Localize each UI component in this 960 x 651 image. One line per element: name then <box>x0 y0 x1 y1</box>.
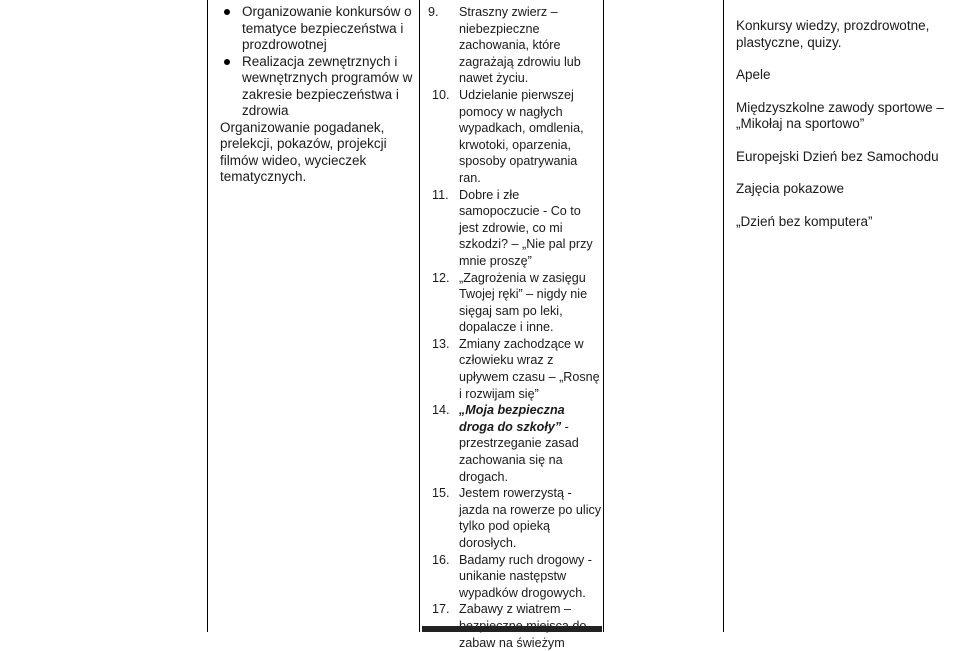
list-item: 9. Straszny zwierz – niebezpieczne zachowania, które zagrażają zdrowiu lub nawet życiu. <box>428 5 581 86</box>
topics-numbered-list <box>428 4 602 651</box>
event-item: Międzyszkolne zawody sportowe – „Mikołaj na sportowo” <box>736 99 944 131</box>
list-item: 10. Udzielanie pierwszej pomocy w nagłych wypadkach, omdlenia, krwotoki, oparzenia, sposoby opatrywania ran. <box>432 87 584 185</box>
list-item: 12. „Zagrożenia w zasięgu Twojej ręki” – nigdy nie sięgaj sam po leki, dopalacze i inne. <box>432 270 588 335</box>
activities-bullet-list <box>220 4 415 120</box>
list-item: 13. Zmiany zachodzące w człowieku wraz z upływem czasu – „Rosnę i rozwijam się” <box>432 336 600 401</box>
activities-text: Organizowanie pogadanek, prelekcji, pokazów, projekcji filmów wideo, wycieczek tematycznych. <box>220 119 387 184</box>
list-item: 14. „Moja bezpieczna droga do szkoły” - przestrzeganie zasad zachowania się na drogach. <box>432 403 579 484</box>
column-divider <box>207 0 208 632</box>
list-item: 11. Dobre i złe samopoczucie - Co to jest zdrowie, co mi szkodzi? – „Nie pal przy mnie proszę” <box>432 187 593 268</box>
list-item: 16. Badamy ruch drogowy - unikanie następstw wypadków drogowych. <box>432 552 592 600</box>
activities-column <box>210 0 415 632</box>
list-item: 17. Zabawy z wiatrem – zabaw na świeżym <box>432 602 571 650</box>
column-divider <box>723 0 724 632</box>
topics-column <box>422 0 602 650</box>
events-column <box>726 0 951 632</box>
bullet-item: Organizowanie konkursów o tematyce bezpieczeństwa i prozdrowotnej <box>220 4 415 54</box>
event-item: Apele <box>736 67 771 82</box>
event-item: „Dzień bez komputera” <box>736 213 873 229</box>
event-item: Zajęcia pokazowe <box>736 181 845 196</box>
list-item: 15. Jestem rowerzystą - jazda na rowerze po ulicy tylko pod opieką dorosłych. <box>432 486 602 550</box>
event-item: Europejski Dzień bez Samochodu <box>736 148 939 164</box>
column-divider <box>603 0 604 632</box>
event-item: Konkursy wiedzy, prozdrowotne, plastyczne, quizy. <box>736 18 930 50</box>
cell-bottom-border <box>422 626 602 632</box>
bullet-icon <box>224 59 230 65</box>
column-divider <box>419 0 420 632</box>
bullet-icon <box>224 9 230 15</box>
bullet-item: Realizacja zewnętrznych i wewnętrznych programów w zakresie bezpieczeństwa i zdrowia <box>220 54 415 120</box>
